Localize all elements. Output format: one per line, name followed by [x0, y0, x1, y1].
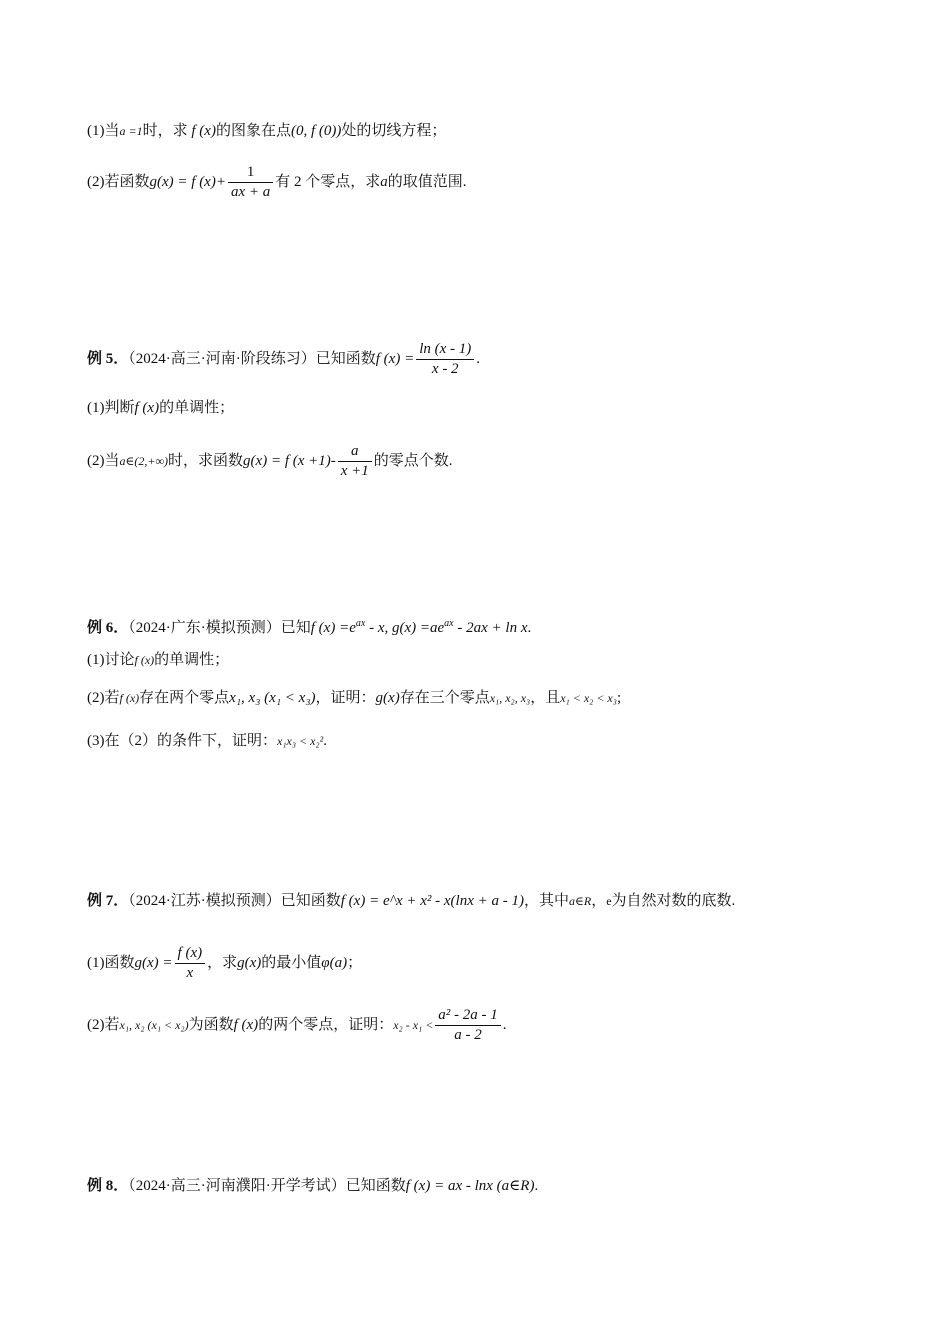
- ex7-cond: a∈R: [568, 894, 592, 908]
- ex6-q2-fx: f (x): [119, 691, 140, 705]
- ex8-formula: f (x) = ax - lnx (a∈R): [405, 1178, 535, 1194]
- fraction-denominator: x - 2: [431, 361, 459, 377]
- fraction-numerator: ln (x - 1): [416, 340, 474, 360]
- ex4-q1: [87, 121, 446, 141]
- ex7-q2-fraction: [435, 1006, 501, 1045]
- ex5-q2-suffix: 的零点个数.: [373, 452, 453, 469]
- ex4-q1-suffix: 处的切线方程；: [341, 123, 447, 139]
- ex6-q2-mid1: 存在两个零点: [139, 690, 230, 706]
- ex4-q2-fraction: [228, 163, 273, 202]
- ex5-label: 例 5．: [87, 350, 129, 367]
- ex6-q3-suffix: .: [323, 733, 327, 749]
- ex8-source: （2024·高三·河南濮阳·开学考试）已知函数: [128, 1178, 406, 1194]
- ex6-q2-prefix: (2)若: [87, 690, 120, 706]
- fraction-denominator: x: [186, 965, 194, 981]
- ex6-formula-part1: f (x) =e: [310, 620, 356, 636]
- ex7-q1: [87, 944, 362, 983]
- ex7-q2: [87, 1006, 507, 1045]
- ex7-suffix: 为自然对数的底数.: [611, 893, 736, 909]
- ex6-end: .: [527, 620, 532, 636]
- ex7-q2-fx: f (x): [233, 1016, 259, 1033]
- ex5-q1: [87, 398, 234, 418]
- ex7-q1-mid: ，求: [207, 954, 238, 971]
- ex4-q1-point: (0, f (0)): [290, 123, 342, 139]
- ex4-q1-mid1: 时，求: [142, 123, 192, 139]
- ex4-q2-mid: 有 2 个零点，求: [275, 173, 381, 190]
- ex6-formula-part3: - 2ax + ln x: [453, 620, 528, 636]
- ex4-q1-mid2: 的图象在点: [215, 123, 291, 139]
- ex4-q2-suffix: 的取值范围.: [387, 173, 467, 190]
- ex5-q1-suffix: 的单调性；: [159, 400, 235, 416]
- ex5-q2-lhs: g(x) = f (x +1)-: [243, 452, 336, 469]
- ex6-q3-prefix: (3)在（2）的条件下，证明：: [87, 733, 277, 749]
- ex7-q2-suffix: .: [502, 1016, 507, 1033]
- fraction-denominator: ax + a: [230, 184, 271, 200]
- ex6-q2-suffix: ;: [616, 690, 622, 706]
- ex4-q2-prefix: (2)若函数: [87, 173, 150, 190]
- ex6-q3-inequality: x₁x₃ < x₂²: [277, 734, 324, 748]
- ex5-q2-mid: 时，求函数: [168, 452, 244, 469]
- ex7-q1-lhs: g(x) =: [134, 954, 173, 971]
- ex8-label: 例 8．: [87, 1178, 129, 1194]
- ex5-q2-cond: a∈(2,+∞): [119, 453, 169, 468]
- ex7-q2-zeros: x₁, x₂ (x₁ < x₂): [119, 1017, 189, 1032]
- ex5-source: （2024·高三·河南·阶段练习）已知函数: [128, 350, 376, 367]
- fraction-denominator: a - 2: [454, 1027, 482, 1043]
- ex7-q1-suffix: ；: [347, 954, 363, 971]
- ex4-q1-fx: f (x): [191, 123, 216, 139]
- ex4-q2-lhs: g(x) = f (x)+: [149, 173, 226, 190]
- ex4-q2: [87, 163, 467, 202]
- ex7-e: e: [606, 894, 612, 908]
- ex5-lhs: f (x) =: [375, 350, 415, 367]
- ex7-label: 例 7．: [87, 893, 129, 909]
- ex6-q2-zeros: x₁, x₃ (x₁ < x₃): [229, 690, 316, 706]
- ex7-q1-prefix: (1)函数: [87, 954, 135, 971]
- ex5-statement: [87, 340, 480, 379]
- ex7-q1-gx: g(x): [237, 954, 262, 971]
- ex6-formula-sup2: ax: [444, 618, 454, 629]
- ex6-q2-gx: g(x): [375, 690, 400, 706]
- ex7-source: （2024·江苏·模拟预测）已知函数: [128, 893, 341, 909]
- ex7-q1-phi: φ(a): [321, 954, 348, 971]
- ex7-q2-mid2: 的两个零点，证明：: [258, 1016, 394, 1033]
- ex5-q2: [87, 442, 453, 481]
- ex5-end: .: [476, 350, 481, 367]
- ex6-q1-fx: f (x): [134, 653, 155, 667]
- ex6-q2-order: x₁ < x₂ < x₃: [560, 691, 617, 705]
- ex6-q3: [87, 731, 327, 751]
- ex6-formula-sup1: ax: [355, 618, 366, 629]
- ex7-q1-mid2: 的最小值: [261, 954, 322, 971]
- ex7-formula: f (x) = e^x + x² - x(lnx + a - 1): [340, 893, 524, 909]
- ex7-q2-mid: 为函数: [188, 1016, 234, 1033]
- ex7-q2-prefix: (2)若: [87, 1016, 120, 1033]
- ex5-q2-fraction: [338, 442, 372, 481]
- ex5-q2-prefix: (2)当: [87, 452, 120, 469]
- ex5-q1-fx: f (x): [134, 400, 160, 416]
- fraction-numerator: 1: [228, 163, 273, 183]
- ex6-q2-mid3: 存在三个零点: [399, 690, 490, 706]
- ex6-source: （2024·广东·模拟预测）已知: [128, 620, 311, 636]
- ex6-formula-part2: - x, g(x) =ae: [365, 620, 445, 636]
- ex6-q2-mid4: ，且: [530, 690, 561, 706]
- ex7-mid2: ，: [591, 893, 607, 909]
- ex7-mid: ，其中: [523, 893, 569, 909]
- ex5-q1-prefix: (1)判断: [87, 400, 135, 416]
- ex8-statement: [87, 1176, 538, 1196]
- fraction-numerator: f (x): [175, 944, 206, 964]
- ex6-q1-suffix: 的单调性；: [154, 652, 230, 668]
- ex4-q1-prefix: (1)当: [87, 123, 120, 139]
- ex7-statement: [87, 891, 735, 911]
- ex6-q1: [87, 650, 229, 670]
- ex6-q2-mid2: ，证明：: [315, 690, 376, 706]
- ex6-label: 例 6．: [87, 620, 129, 636]
- ex6-q1-prefix: (1)讨论: [87, 652, 135, 668]
- ex4-q1-cond: a =1: [119, 124, 143, 138]
- ex6-q2-zeros3: x₁, x₂, x₃: [489, 691, 531, 705]
- ex4-q2-var: a: [380, 173, 388, 190]
- ex5-fraction: [416, 340, 474, 379]
- fraction-denominator: x +1: [340, 463, 369, 479]
- fraction-numerator: a² - 2a - 1: [435, 1006, 501, 1026]
- fraction-numerator: a: [338, 442, 372, 462]
- ex7-q1-fraction: [175, 944, 206, 983]
- ex6-statement: [87, 614, 531, 638]
- ex7-q2-lhs: x₂ - x₁ <: [393, 1017, 434, 1032]
- ex6-q2: [87, 688, 621, 708]
- ex8-suffix: .: [534, 1178, 539, 1194]
